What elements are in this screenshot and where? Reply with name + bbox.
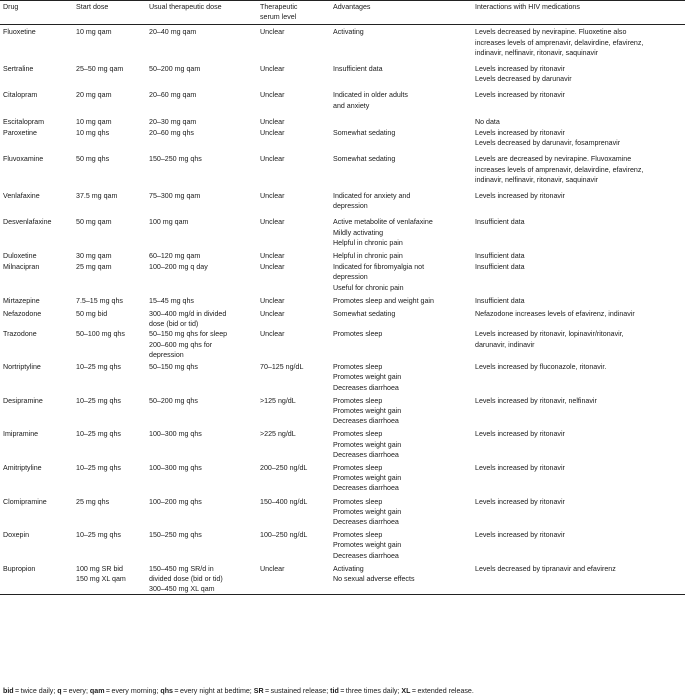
- interactions-line: Levels increased by ritonavir, nelfinavir: [475, 396, 597, 405]
- interactions-line: indinavir, nelfinavir, ritonavir, saquinavir: [475, 48, 599, 57]
- interactions-line: Levels increased by ritonavir: [475, 91, 565, 100]
- advantages-cell: [330, 362, 472, 396]
- drug-cell: Milnacipran: [3, 263, 40, 272]
- serum-level-cell: 70–125 ng/dL: [260, 363, 304, 372]
- serum-level-cell: Unclear: [260, 564, 285, 573]
- header-interactions: Interactions with HIV medications: [475, 3, 580, 11]
- advantages-line: Promotes weight gain: [333, 373, 402, 382]
- usual-dose-cell: [146, 296, 257, 309]
- start-dose-line: 10–25 mg qhs: [76, 430, 121, 439]
- advantages-cell: [330, 429, 472, 463]
- drug-cell: Sertraline: [3, 65, 34, 74]
- advantages-line: Useful for chronic pain: [333, 283, 404, 292]
- advantages-cell: [330, 530, 472, 564]
- serum-level-cell: >125 ng/dL: [260, 396, 296, 405]
- footnote-abbreviation: qhs: [160, 687, 174, 695]
- table-row: [0, 396, 685, 430]
- start-dose-line: 20 mg qam: [76, 91, 112, 100]
- advantages-line: Promotes sleep: [333, 330, 383, 339]
- table-row: [0, 25, 685, 64]
- drug-cell: Trazodone: [3, 330, 37, 339]
- table-row: [0, 191, 685, 217]
- interactions-cell: [472, 25, 685, 64]
- advantages-line: Decreases diarrhoea: [333, 484, 399, 493]
- interactions-line: Levels increased by ritonavir: [475, 430, 565, 439]
- advantages-line: Promotes sleep: [333, 497, 383, 506]
- table-row: [0, 90, 685, 116]
- interactions-line: Levels decreased by darunavir, fosamprenavir: [475, 139, 621, 148]
- start-dose-cell: [73, 251, 146, 262]
- advantages-line: Decreases diarrhoea: [333, 517, 399, 526]
- usual-dose-line: 50–200 mg qhs: [149, 396, 198, 405]
- start-dose-line: 50–100 mg qhs: [76, 330, 125, 339]
- serum-level-cell: Unclear: [260, 155, 285, 164]
- interactions-cell: [472, 154, 685, 191]
- advantages-line: Somewhat sedating: [333, 155, 396, 164]
- advantages-line: Decreases diarrhoea: [333, 383, 399, 392]
- table-row: [0, 362, 685, 396]
- usual-dose-cell: [146, 217, 257, 251]
- usual-dose-cell: [146, 329, 257, 362]
- table-row: [0, 154, 685, 191]
- footnote-definition: three times daily;: [345, 687, 402, 695]
- interactions-line: increases levels of amprenavir, delavirdine, efavirenz,: [475, 38, 644, 47]
- interactions-cell: [472, 296, 685, 309]
- usual-dose-cell: [146, 463, 257, 497]
- drug-cell: Nefazodone: [3, 310, 42, 319]
- usual-dose-line: 100–300 mg qhs: [149, 430, 202, 439]
- advantages-line: Decreases diarrhoea: [333, 551, 399, 560]
- table-row: [0, 117, 685, 128]
- usual-dose-line: 50–200 mg qam: [149, 65, 201, 74]
- footnote-abbreviation: qam: [89, 687, 105, 695]
- advantages-cell: [330, 463, 472, 497]
- usual-dose-line: 150–250 mg qhs: [149, 155, 202, 164]
- start-dose-line: 10 mg qam: [76, 117, 112, 126]
- start-dose-line: 25 mg qhs: [76, 497, 110, 506]
- advantages-line: Promotes weight gain: [333, 474, 402, 483]
- start-dose-line: 10–25 mg qhs: [76, 463, 121, 472]
- usual-dose-line: 20–60 mg qam: [149, 91, 197, 100]
- interactions-line: Levels increased by ritonavir: [475, 463, 565, 472]
- start-dose-line: 30 mg qam: [76, 252, 112, 261]
- drug-cell: Amitriptyline: [3, 463, 42, 472]
- start-dose-line: 10–25 mg qhs: [76, 531, 121, 540]
- serum-level-cell: Unclear: [260, 296, 285, 305]
- interactions-line: Levels decreased by tipranavir and efavirenz: [475, 564, 616, 573]
- usual-dose-cell: [146, 429, 257, 463]
- table-row: [0, 497, 685, 531]
- usual-dose-cell: [146, 64, 257, 90]
- footnote-definition: sustained release;: [270, 687, 331, 695]
- interactions-cell: [472, 463, 685, 497]
- footnote-equals: =: [338, 687, 346, 695]
- advantages-line: Mildly activating: [333, 228, 384, 237]
- advantages-cell: [330, 217, 472, 251]
- interactions-cell: [472, 309, 685, 329]
- table-row: [0, 329, 685, 362]
- advantages-cell: [330, 396, 472, 430]
- start-dose-cell: [73, 329, 146, 362]
- drug-cell: Citalopram: [3, 91, 38, 100]
- advantages-line: Promotes sleep and weight gain: [333, 296, 434, 305]
- advantages-line: Promotes sleep: [333, 430, 383, 439]
- advantages-cell: [330, 128, 472, 154]
- interactions-cell: [472, 191, 685, 217]
- start-dose-cell: [73, 25, 146, 64]
- interactions-line: No data: [475, 117, 500, 126]
- drug-cell: Fluoxetine: [3, 28, 36, 37]
- usual-dose-cell: [146, 262, 257, 296]
- interactions-line: increases levels of amprenavir, delavirdine, efavirenz,: [475, 165, 644, 174]
- interactions-line: Insufficient data: [475, 252, 525, 261]
- advantages-line: depression: [333, 202, 368, 211]
- serum-level-cell: 100–250 ng/dL: [260, 531, 308, 540]
- abbreviations-footnote: [3, 686, 474, 696]
- interactions-cell: [472, 497, 685, 531]
- start-dose-cell: [73, 429, 146, 463]
- interactions-cell: [472, 117, 685, 128]
- drug-cell: Fluvoxamine: [3, 155, 44, 164]
- interactions-line: Levels increased by ritonavir, lopinavir/ritonavir,: [475, 330, 624, 339]
- drug-cell: Desvenlafaxine: [3, 218, 52, 227]
- interactions-line: Insufficient data: [475, 263, 525, 272]
- advantages-line: Promotes weight gain: [333, 541, 402, 550]
- usual-dose-line: 20–30 mg qam: [149, 117, 197, 126]
- header-advantages: Advantages: [333, 3, 371, 11]
- drug-cell: Clomipramine: [3, 497, 47, 506]
- table-row: [0, 463, 685, 497]
- start-dose-line: 10 mg qhs: [76, 129, 110, 138]
- usual-dose-line: 100–200 mg qhs: [149, 497, 202, 506]
- start-dose-line: 50 mg qhs: [76, 155, 110, 164]
- advantages-line: Indicated for anxiety and: [333, 192, 411, 201]
- serum-level-cell: Unclear: [260, 129, 285, 138]
- footnote-definition: every night at bedtime;: [180, 687, 254, 695]
- start-dose-line: 37.5 mg qam: [76, 192, 118, 201]
- footnote-equals: =: [61, 687, 69, 695]
- interactions-cell: [472, 530, 685, 564]
- usual-dose-line: 150–450 mg SR/d in: [149, 564, 214, 573]
- advantages-line: No sexual adverse effects: [333, 574, 415, 583]
- advantages-cell: [330, 309, 472, 329]
- advantages-line: Promotes sleep: [333, 363, 383, 372]
- advantages-line: Helpful in chronic pain: [333, 252, 403, 261]
- advantages-line: Insufficient data: [333, 65, 383, 74]
- interactions-line: Levels increased by ritonavir: [475, 129, 565, 138]
- usual-dose-cell: [146, 251, 257, 262]
- start-dose-cell: [73, 262, 146, 296]
- advantages-line: Promotes weight gain: [333, 507, 402, 516]
- footnote-equals: =: [173, 687, 180, 695]
- advantages-cell: [330, 251, 472, 262]
- table-row: [0, 251, 685, 262]
- usual-dose-line: 300–400 mg/d in divided: [149, 310, 227, 319]
- interactions-cell: [472, 262, 685, 296]
- advantages-cell: [330, 64, 472, 90]
- table-header-row: [0, 1, 685, 25]
- interactions-cell: [472, 64, 685, 90]
- serum-level-cell: Unclear: [260, 310, 285, 319]
- usual-dose-cell: [146, 362, 257, 396]
- advantages-line: Decreases diarrhoea: [333, 450, 399, 459]
- start-dose-cell: [73, 362, 146, 396]
- interactions-cell: [472, 396, 685, 430]
- advantages-line: Activating: [333, 564, 364, 573]
- start-dose-cell: [73, 64, 146, 90]
- footnote-equals: =: [263, 687, 271, 695]
- usual-dose-line: depression: [149, 350, 184, 359]
- table-row: [0, 217, 685, 251]
- interactions-line: Levels decreased by nevirapine. Fluoxetine also: [475, 28, 627, 37]
- advantages-line: Promotes sleep: [333, 463, 383, 472]
- advantages-line: Somewhat sedating: [333, 129, 396, 138]
- table-row: [0, 64, 685, 90]
- usual-dose-line: 100–300 mg qhs: [149, 463, 202, 472]
- footnote-definition: every morning;: [111, 687, 161, 695]
- drug-cell: Imipramine: [3, 430, 39, 439]
- start-dose-cell: [73, 128, 146, 154]
- interactions-cell: [472, 217, 685, 251]
- start-dose-line: 10–25 mg qhs: [76, 396, 121, 405]
- footnote-equals: =: [104, 687, 112, 695]
- advantages-cell: [330, 564, 472, 595]
- interactions-cell: [472, 329, 685, 362]
- start-dose-cell: [73, 154, 146, 191]
- footnote-abbreviation: SR: [253, 687, 264, 695]
- interactions-line: Levels increased by ritonavir: [475, 192, 565, 201]
- serum-level-cell: Unclear: [260, 192, 285, 201]
- footnote-definition: every;: [68, 687, 90, 695]
- start-dose-cell: [73, 463, 146, 497]
- interactions-line: darunavir, indinavir: [475, 340, 535, 349]
- header-serum-level: Therapeutic serum level: [260, 3, 298, 22]
- start-dose-cell: [73, 191, 146, 217]
- footnote-abbreviation: q: [57, 687, 62, 695]
- usual-dose-cell: [146, 154, 257, 191]
- serum-level-cell: 200–250 ng/dL: [260, 463, 308, 472]
- header-drug: Drug: [3, 3, 19, 11]
- usual-dose-cell: [146, 117, 257, 128]
- usual-dose-cell: [146, 497, 257, 531]
- interactions-line: Levels decreased by darunavir: [475, 75, 572, 84]
- serum-level-cell: >225 ng/dL: [260, 430, 296, 439]
- table-row: [0, 296, 685, 309]
- start-dose-line: 25 mg qam: [76, 263, 112, 272]
- start-dose-cell: [73, 296, 146, 309]
- interactions-cell: [472, 362, 685, 396]
- table-row: [0, 128, 685, 154]
- table-row: [0, 429, 685, 463]
- usual-dose-cell: [146, 25, 257, 64]
- start-dose-line: 100 mg SR bid: [76, 564, 123, 573]
- usual-dose-cell: [146, 90, 257, 116]
- footnote-abbreviation: XL: [401, 687, 411, 695]
- usual-dose-line: 100–200 mg q day: [149, 263, 208, 272]
- usual-dose-cell: [146, 396, 257, 430]
- usual-dose-cell: [146, 191, 257, 217]
- start-dose-line: 50 mg qam: [76, 218, 112, 227]
- interactions-line: indinavir, nelfinavir, ritonavir, saquinavir: [475, 175, 599, 184]
- drug-cell: Bupropion: [3, 564, 36, 573]
- serum-level-cell: Unclear: [260, 91, 285, 100]
- start-dose-cell: [73, 497, 146, 531]
- usual-dose-line: dose (bid or tid): [149, 320, 199, 329]
- table-row: [0, 262, 685, 296]
- drug-cell: Escitalopram: [3, 117, 45, 126]
- advantages-cell: [330, 25, 472, 64]
- interactions-cell: [472, 251, 685, 262]
- drug-cell: Desipramine: [3, 396, 43, 405]
- usual-dose-line: 150–250 mg qhs: [149, 531, 202, 540]
- usual-dose-line: 100 mg qam: [149, 218, 189, 227]
- usual-dose-cell: [146, 309, 257, 329]
- interactions-cell: [472, 128, 685, 154]
- footnote-abbreviation: bid: [3, 687, 14, 695]
- interactions-cell: [472, 564, 685, 595]
- usual-dose-line: 60–120 mg qam: [149, 252, 201, 261]
- table-row: [0, 530, 685, 564]
- start-dose-cell: [73, 217, 146, 251]
- usual-dose-line: divided dose (bid or tid): [149, 574, 223, 583]
- interactions-line: Levels increased by ritonavir: [475, 65, 565, 74]
- serum-level-cell: Unclear: [260, 252, 285, 261]
- start-dose-cell: [73, 564, 146, 595]
- serum-level-cell: Unclear: [260, 330, 285, 339]
- serum-level-cell: Unclear: [260, 263, 285, 272]
- usual-dose-cell: [146, 564, 257, 595]
- serum-level-cell: 150–400 ng/dL: [260, 497, 308, 506]
- start-dose-line: 10–25 mg qhs: [76, 363, 121, 372]
- usual-dose-line: 20–40 mg qam: [149, 28, 197, 37]
- advantages-line: and anxiety: [333, 101, 370, 110]
- usual-dose-line: 20–60 mg qhs: [149, 129, 194, 138]
- start-dose-line: 10 mg qam: [76, 28, 112, 37]
- footnote-abbreviation: tid: [330, 687, 339, 695]
- advantages-cell: [330, 262, 472, 296]
- advantages-cell: [330, 329, 472, 362]
- advantages-line: Active metabolite of venlafaxine: [333, 218, 433, 227]
- usual-dose-line: 75–300 mg qam: [149, 192, 201, 201]
- drug-cell: Nortriptyline: [3, 363, 41, 372]
- advantages-line: depression: [333, 273, 368, 282]
- advantages-cell: [330, 191, 472, 217]
- interactions-line: Levels are decreased by nevirapine. Fluvoxamine: [475, 155, 632, 164]
- header-usual-dose: Usual therapeutic dose: [149, 3, 222, 11]
- advantages-cell: [330, 154, 472, 191]
- start-dose-cell: [73, 309, 146, 329]
- advantages-cell: [330, 497, 472, 531]
- usual-dose-cell: [146, 530, 257, 564]
- usual-dose-line: 50–150 mg qhs for sleep: [149, 330, 228, 339]
- interactions-cell: [472, 429, 685, 463]
- usual-dose-line: 200–600 mg qhs for: [149, 340, 213, 349]
- drug-cell: Mirtazepine: [3, 296, 40, 305]
- advantages-cell: [330, 296, 472, 309]
- advantages-cell: [330, 117, 472, 128]
- start-dose-cell: [73, 396, 146, 430]
- advantages-line: Promotes weight gain: [333, 406, 402, 415]
- advantages-line: Indicated for fibromyalgia not: [333, 263, 425, 272]
- footnote-equals: =: [410, 687, 418, 695]
- footnote-definition: twice daily;: [20, 687, 58, 695]
- advantages-line: Indicated in older adults: [333, 91, 408, 100]
- footnote-equals: =: [13, 687, 21, 695]
- serum-level-cell: Unclear: [260, 117, 285, 126]
- interactions-line: Insufficient data: [475, 218, 525, 227]
- drug-cell: Duloxetine: [3, 252, 37, 261]
- advantages-cell: [330, 90, 472, 116]
- start-dose-cell: [73, 90, 146, 116]
- table-row: [0, 564, 685, 595]
- start-dose-line: 150 mg XL qam: [76, 574, 126, 583]
- start-dose-line: 50 mg bid: [76, 310, 108, 319]
- advantages-line: Promotes sleep: [333, 531, 383, 540]
- interactions-line: Nefazodone increases levels of efavirenz, indinavir: [475, 310, 635, 319]
- start-dose-line: 25–50 mg qam: [76, 65, 124, 74]
- usual-dose-line: 300–450 mg XL qam: [149, 585, 215, 594]
- usual-dose-line: 50–150 mg qhs: [149, 363, 198, 372]
- interactions-line: Levels increased by ritonavir: [475, 497, 565, 506]
- advantages-line: Activating: [333, 28, 364, 37]
- start-dose-cell: [73, 117, 146, 128]
- start-dose-cell: [73, 530, 146, 564]
- serum-level-cell: Unclear: [260, 65, 285, 74]
- interactions-cell: [472, 90, 685, 116]
- usual-dose-line: 15–45 mg qhs: [149, 296, 194, 305]
- advantages-line: Decreases diarrhoea: [333, 417, 399, 426]
- advantages-line: Somewhat sedating: [333, 310, 396, 319]
- table-row: [0, 309, 685, 329]
- drug-cell: Doxepin: [3, 531, 30, 540]
- interactions-line: Levels increased by fluconazole, ritonavir.: [475, 363, 607, 372]
- footnote-definition: extended release.: [417, 687, 474, 695]
- interactions-line: Insufficient data: [475, 296, 525, 305]
- header-start-dose: Start dose: [76, 3, 109, 11]
- serum-level-cell: Unclear: [260, 28, 285, 37]
- table-body: [0, 25, 685, 595]
- start-dose-line: 7.5–15 mg qhs: [76, 296, 123, 305]
- drug-cell: Paroxetine: [3, 129, 37, 138]
- usual-dose-cell: [146, 128, 257, 154]
- drug-cell: Venlafaxine: [3, 192, 40, 201]
- advantages-line: Promotes weight gain: [333, 440, 402, 449]
- interactions-line: Levels increased by ritonavir: [475, 531, 565, 540]
- serum-level-cell: Unclear: [260, 218, 285, 227]
- advantages-line: Helpful in chronic pain: [333, 238, 403, 247]
- advantages-line: Promotes sleep: [333, 396, 383, 405]
